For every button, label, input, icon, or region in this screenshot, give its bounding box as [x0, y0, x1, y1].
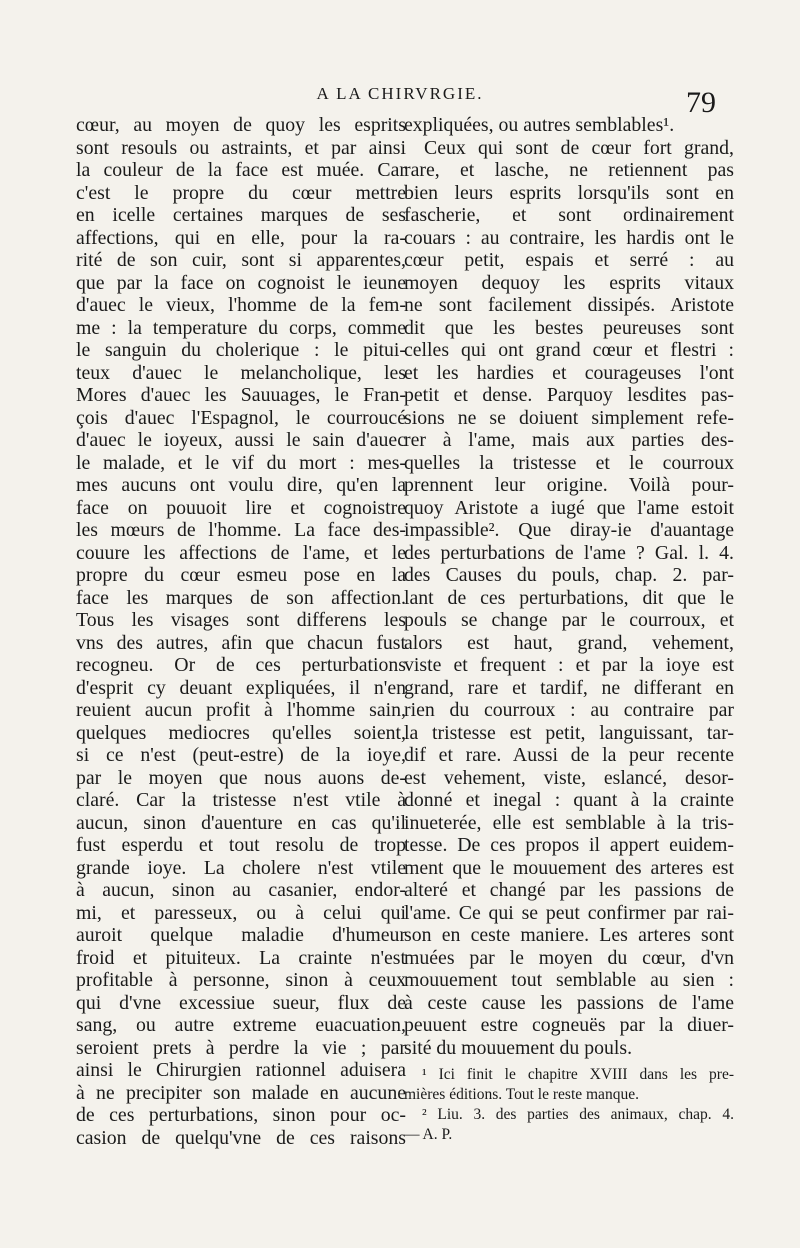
- text-line: quelques mediocres qu'elles soient,: [76, 721, 406, 744]
- text-line: propre du cœur esmeu pose en la: [76, 564, 406, 586]
- text-line: son en ceste maniere. Les arteres sont: [404, 924, 734, 946]
- text-line: rare, et lasche, ne retiennent pas: [404, 159, 734, 181]
- text-line: pouls se change par le courroux, et: [404, 609, 734, 631]
- text-line: seroient prets à perdre la vie ; par: [76, 1036, 406, 1059]
- text-line: si ce n'est (peut-estre) de la ioye,: [76, 744, 406, 766]
- text-line: muées par le moyen du cœur, d'vn: [404, 946, 734, 969]
- text-line: viste et frequent : et par la ioye est: [404, 654, 734, 676]
- text-line: moyen dequoy les esprits vitaux: [404, 271, 734, 294]
- text-line: le sanguin du cholerique : le pitui-: [76, 339, 406, 361]
- text-line: face on pouuoit lire et cognoistre: [76, 496, 406, 519]
- text-line: rer à l'ame, mais aux parties des-: [404, 429, 734, 451]
- text-line: grande ioye. La cholere n'est vtile: [76, 856, 406, 879]
- text-line: en icelle certaines marques de ses: [76, 204, 406, 226]
- text-line: me : la temperature du corps, comme: [76, 316, 406, 339]
- text-line: est vehement, viste, eslancé, desor-: [404, 766, 734, 789]
- text-line: la tristesse est petit, languissant, tar-: [404, 721, 734, 744]
- text-line: le malade, et le vif du mort : mes-: [76, 451, 406, 474]
- text-line: dif et rare. Aussi de la peur recente: [404, 744, 734, 766]
- text-line: face les marques de son affection.: [76, 586, 406, 609]
- footnote-line: ¹ Ici finit le chapitre XVIII dans les pre-: [422, 1066, 734, 1083]
- text-line: c'est le propre du cœur mettre: [76, 181, 406, 204]
- footnotes: [404, 1065, 734, 1145]
- text-line: donné et inegal : quant à la crainte: [404, 789, 734, 811]
- text-line: casion de quelqu'vne de ces raisons: [76, 1126, 406, 1149]
- footnote-line: — A. P.: [404, 1126, 453, 1143]
- text-line: sions ne se doiuent simplement refe-: [404, 406, 734, 429]
- text-line: cœur petit, espais et serré : au: [404, 249, 734, 271]
- text-line: grand, rare et tardif, ne differant en: [404, 676, 734, 699]
- footnote-line: mières éditions. Tout le reste manque.: [404, 1086, 639, 1103]
- text-line: mes aucuns ont voulu dire, qu'en la: [76, 474, 406, 496]
- text-line: par le moyen que nous auons de-: [76, 766, 406, 789]
- left-column: [76, 114, 406, 1149]
- text-line: fust esperdu et tout resolu de trop: [76, 834, 406, 856]
- text-line: lant de ces perturbations, dit que le: [404, 586, 734, 609]
- text-line: à ne precipiter son malade en aucune: [76, 1081, 406, 1104]
- text-line: sont resouls ou astraints, et par ainsi: [76, 136, 406, 159]
- text-line: quelles la tristesse et le courroux: [404, 451, 734, 474]
- text-line: ment que le mouuement des arteres est: [404, 856, 734, 879]
- footnote-line: ² Liu. 3. des parties des animaux, chap. 4.: [422, 1106, 734, 1123]
- text-line: tesse. De ces propos il appert euidem-: [404, 834, 734, 856]
- text-line: prennent leur origine. Voilà pour-: [404, 474, 734, 496]
- text-line: alteré et changé par les passions de: [404, 879, 734, 901]
- text-line: à aucun, sinon au casanier, endor-: [76, 879, 406, 901]
- text-line: celles qui ont grand cœur et flestri :: [404, 339, 734, 361]
- text-line: ne sont facilement dissipés. Aristote: [404, 294, 734, 316]
- text-line: à ceste cause les passions de l'ame: [404, 991, 734, 1014]
- text-line: de ces perturbations, sinon pour oc-: [76, 1104, 406, 1126]
- text-line: bien leurs esprits lorsqu'ils sont en: [404, 181, 734, 204]
- text-line: reuient aucun profit à l'homme sain,: [76, 699, 406, 721]
- text-line: Mores d'auec les Sauuages, le Fran-: [76, 384, 406, 406]
- text-line: rité de son cuir, sont si apparentes,: [76, 249, 406, 271]
- text-line: mi, et paresseux, ou à celui qui: [76, 901, 406, 924]
- text-line: fascherie, et sont ordinairement: [404, 204, 734, 226]
- text-line: recogneu. Or de ces perturbations: [76, 654, 406, 676]
- text-line: impassible². Que diray-ie d'auantage: [404, 519, 734, 541]
- right-column: [404, 114, 734, 1145]
- text-line: rien du courroux : au contraire par: [404, 699, 734, 721]
- text-line: aucun, sinon d'auenture en cas qu'il: [76, 811, 406, 834]
- text-line: Ceux qui sont de cœur fort grand,: [424, 136, 734, 159]
- text-line: alors est haut, grand, vehement,: [404, 631, 734, 654]
- text-line: expliquées, ou autres semblables¹.: [404, 114, 675, 136]
- text-line: froid et pituiteux. La crainte n'est: [76, 946, 406, 969]
- text-line: qui d'vne excessiue sueur, flux de: [76, 991, 406, 1014]
- text-line: profitable à personne, sinon à ceux: [76, 969, 406, 991]
- text-line: petit et dense. Parquoy lesdites pas-: [404, 384, 734, 406]
- text-line: les mœurs de l'homme. La face des-: [76, 519, 406, 541]
- text-line: cœur, au moyen de quoy les esprits: [76, 114, 406, 136]
- text-line: des perturbations de l'ame ? Gal. l. 4.: [404, 541, 734, 564]
- text-line: d'auec le ioyeux, aussi le sain d'auec: [76, 429, 406, 451]
- text-line: couure les affections de l'ame, et le: [76, 541, 406, 564]
- text-line: sang, ou autre extreme euacuation,: [76, 1014, 406, 1036]
- page-number: 79: [686, 86, 716, 119]
- text-line: l'ame. Ce qui se peut confirmer par rai-: [404, 901, 734, 924]
- text-line: ainsi le Chirurgien rationnel aduisera: [76, 1059, 406, 1081]
- text-line: d'esprit cy deuant expliquées, il n'en: [76, 676, 406, 699]
- text-line: çois d'auec l'Espagnol, le courroucé: [76, 406, 406, 429]
- text-line: teux d'auec le melancholique, les: [76, 361, 406, 384]
- text-line: Tous les visages sont differens les: [76, 609, 406, 631]
- text-line: des Causes du pouls, chap. 2. par-: [404, 564, 734, 586]
- text-line: couars : au contraire, les hardis ont le: [404, 226, 734, 249]
- text-line: vns des autres, afin que chacun fust: [76, 631, 406, 654]
- text-line: d'auec le vieux, l'homme de la fem-: [76, 294, 406, 316]
- text-line: et les hardies et courageuses l'ont: [404, 361, 734, 384]
- text-line: quoy Aristote a iugé que l'ame estoit: [404, 496, 734, 519]
- text-line: peuuent estre cogneuës par la diuer-: [404, 1014, 734, 1036]
- text-line: inueterée, elle est semblable à la tris-: [404, 811, 734, 834]
- text-line: auroit quelque maladie d'humeur: [76, 924, 406, 946]
- text-line: sité du mouuement du pouls.: [404, 1036, 633, 1059]
- text-line: dit que les bestes peureuses sont: [404, 316, 734, 339]
- text-line: que par la face on cognoist le ieune: [76, 271, 406, 294]
- text-line: mouuement tout semblable au sien :: [404, 969, 734, 991]
- text-line: affections, qui en elle, pour la ra-: [76, 226, 406, 249]
- text-line: claré. Car la tristesse n'est vtile à: [76, 789, 406, 811]
- running-head: A LA CHIRVRGIE.: [316, 84, 484, 103]
- text-line: la couleur de la face est muée. Car: [76, 159, 406, 181]
